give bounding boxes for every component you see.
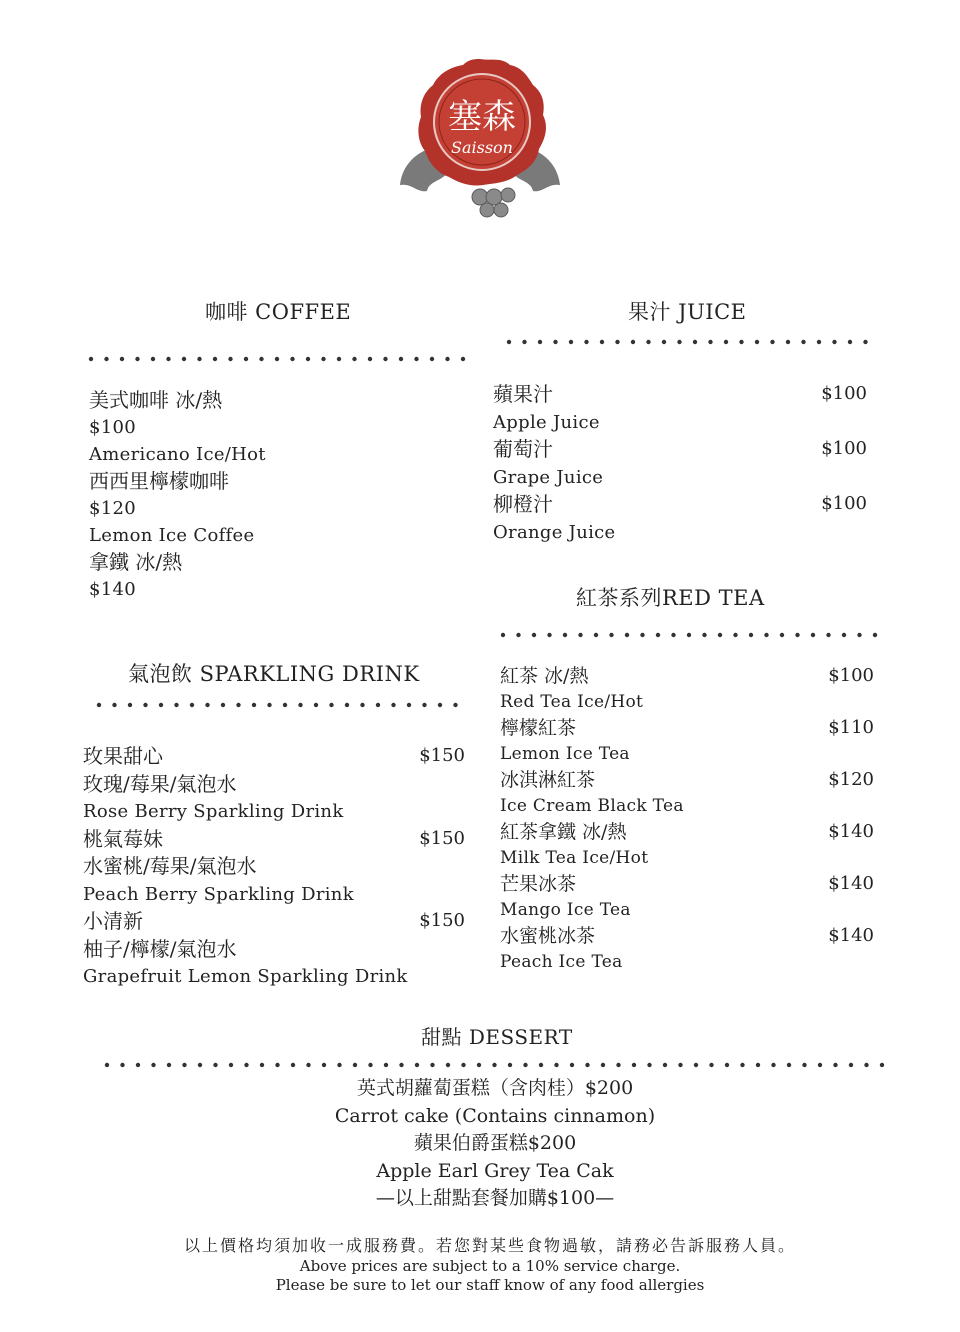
- juice-item-name: 葡萄汁: [493, 437, 553, 461]
- menu-item: [83, 826, 465, 854]
- red-tea-item-name-en: Milk Tea Ice/Hot: [500, 848, 649, 868]
- sparkling-item-name: 玫果甜心: [83, 744, 163, 768]
- dessert-line: 英式胡蘿蔔蛋糕（含肉桂）$200: [356, 1077, 634, 1099]
- footer-note-zh: 以上價格均須加收一成服務費。若您對某些食物過敏，請務必告訴服務人員。: [183, 1236, 796, 1255]
- saisson-logo: [397, 55, 563, 221]
- footer-notice: [100, 1235, 880, 1295]
- coffee-item-name: 西西里檸檬咖啡: [89, 469, 229, 493]
- juice-item-price: $100: [821, 438, 867, 459]
- coffee-item-name: 美式咖啡 冰/熱: [89, 388, 223, 412]
- menu-item: [500, 715, 874, 742]
- section-title-coffee: 咖啡 COFFEE: [205, 300, 352, 324]
- red-tea-item-price: $100: [828, 665, 874, 686]
- coffee-item-price: $120: [89, 498, 137, 519]
- dessert-list: [200, 1075, 790, 1213]
- sparkling-item-name-en: Rose Berry Sparkling Drink: [83, 801, 344, 822]
- divider-dots: [500, 631, 888, 639]
- coffee-item-name-en: Americano Ice/Hot: [89, 444, 266, 465]
- sparkling-list: [83, 743, 465, 991]
- sparkling-item-price: $150: [419, 745, 465, 766]
- sparkling-item-desc: 玫瑰/莓果/氣泡水: [83, 771, 237, 796]
- red-tea-item-name: 芒果冰茶: [500, 873, 577, 895]
- juice-item-name-en: Apple Juice: [493, 411, 600, 433]
- red-tea-item-name-en: Red Tea Ice/Hot: [500, 692, 644, 712]
- section-title-dessert: 甜點 DESSERT: [421, 1025, 573, 1049]
- coffee-item-name: 拿鐵 冰/熱: [89, 550, 183, 574]
- red-tea-item-name: 紅茶拿鐵 冰/熱: [500, 821, 627, 843]
- menu-item: [500, 663, 874, 690]
- svg-text:塞森: 塞森: [448, 97, 516, 137]
- section-title-red-tea: 紅茶系列RED TEA: [576, 586, 765, 610]
- coffee-item-price: $140: [89, 579, 137, 600]
- red-tea-item-name: 檸檬紅茶: [500, 717, 577, 739]
- dessert-line: Apple Earl Grey Tea Cak: [376, 1159, 614, 1182]
- section-title-sparkling: 氣泡飲 SPARKLING DRINK: [128, 662, 420, 686]
- footer-note-en-2: Please be sure to let our staff know of any food allergies: [275, 1276, 705, 1294]
- sparkling-item-desc: 水蜜桃/莓果/氣泡水: [83, 854, 257, 878]
- sparkling-item-price: $150: [419, 910, 465, 931]
- divider-dots: [88, 355, 476, 363]
- juice-list: [493, 381, 867, 546]
- svg-text:Saisson: Saisson: [451, 138, 513, 157]
- red-tea-item-price: $110: [828, 717, 874, 738]
- coffee-list: [89, 387, 419, 603]
- menu-item: [83, 743, 465, 771]
- sparkling-item-desc: 柚子/檸檬/氣泡水: [83, 936, 237, 961]
- red-tea-item-price: $140: [828, 821, 874, 842]
- sparkling-item-name: 小清新: [83, 909, 143, 933]
- red-tea-item-price: $120: [828, 769, 874, 790]
- sparkling-item-name-en: Grapefruit Lemon Sparkling Drink: [83, 966, 408, 987]
- menu-item: [500, 767, 874, 794]
- menu-item: [83, 908, 465, 936]
- dessert-line: Carrot cake (Contains cinnamon): [334, 1104, 656, 1127]
- juice-item-name-en: Orange Juice: [493, 521, 616, 543]
- red-tea-item-price: $140: [828, 873, 874, 894]
- sparkling-item-name: 桃氣莓妹: [83, 826, 163, 851]
- menu-item: [493, 436, 867, 464]
- red-tea-item-name-en: Peach Ice Tea: [500, 952, 623, 972]
- dessert-line: —以上甜點套餐加購$100—: [375, 1187, 615, 1209]
- divider-dots: [96, 701, 468, 709]
- menu-item: [500, 819, 874, 846]
- coffee-item-name-en: Lemon Ice Coffee: [89, 525, 255, 546]
- juice-item-name-en: Grape Juice: [493, 466, 604, 488]
- juice-item-name: 蘋果汁: [493, 382, 553, 406]
- menu-item: [500, 871, 874, 898]
- sparkling-item-name-en: Peach Berry Sparkling Drink: [83, 883, 354, 905]
- red-tea-item-name-en: Ice Cream Black Tea: [500, 796, 684, 816]
- footer-note-en-1: Above prices are subject to a 10% service charge.: [299, 1257, 681, 1275]
- menu-item: [500, 923, 874, 950]
- juice-item-price: $100: [821, 383, 867, 404]
- red-tea-item-price: $140: [828, 925, 874, 946]
- red-tea-item-name-en: Mango Ice Tea: [500, 900, 631, 920]
- red-tea-item-name-en: Lemon Ice Tea: [500, 744, 630, 764]
- coffee-item-price: $100: [89, 417, 137, 438]
- wax-seal-grape-logo-icon: [397, 55, 563, 221]
- red-tea-item-name: 紅茶 冰/熱: [500, 665, 589, 687]
- divider-dots: [104, 1061, 896, 1069]
- red-tea-item-name: 水蜜桃冰茶: [500, 925, 596, 947]
- sparkling-item-price: $150: [419, 827, 465, 849]
- section-title-juice: 果汁 JUICE: [628, 300, 747, 324]
- juice-item-name: 柳橙汁: [493, 492, 553, 516]
- menu-item: [493, 491, 867, 519]
- red-tea-list: [500, 663, 874, 975]
- red-tea-item-name: 冰淇淋紅茶: [500, 769, 596, 791]
- divider-dots: [506, 338, 878, 346]
- dessert-line: 蘋果伯爵蛋糕$200: [413, 1132, 577, 1154]
- juice-item-price: $100: [821, 493, 867, 514]
- menu-item: [493, 381, 867, 409]
